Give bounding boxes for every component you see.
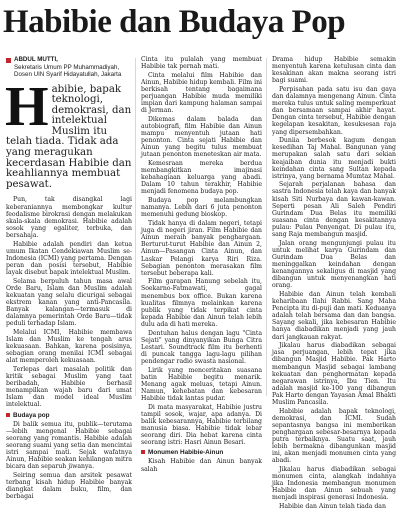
subhead-text: Budaya pop (13, 411, 50, 419)
body-paragraph: Dentuhan halus dengan lagu "Cinta Sejati" yang dinyanyikan Bunga Citra Lestari. Soundtrack film itu berhenti di puncak tangga lagu-lagu pilihan pendengar radio swasta nasional. (141, 329, 262, 365)
body-paragraph: Habibie dan Ainun telah kembali keharibaan Ilahi Rabbi. Sang Maha Pencipta itu di-puji dan mati. Keduanya adalah telah bersama dan dan bangsa. Sayang sekali, jika kebesaran Habibie hanya diabadikan menjadi yang jauh dari jangkauan rakyat. (272, 290, 396, 341)
body-paragraph: Di mata masyarakat, Habibie justru tampil sosok, wajar, apa adanya. Di balik kebesarannya, Habibie terbilang manusia biasa. Habibie tidak lebar seorang diri. Dia hebat karena cinta seorang istri: Hasri Ainun Besari. (141, 403, 262, 447)
body-paragraph: Dikemas dalam balada dan autobiografi, film Habibie dan Ainun mampu menyentuh jutaan hati penonton. Cinta sejati Habibie dan Ainun yang begitu tulus membuat jutaan penonton meneteskan air mata. (141, 115, 262, 159)
headline: Habibie dan Budaya Pop (3, 4, 346, 40)
body-paragraph: Jikalau harus diabadikan sebagai monumen cinta, alangkah indahnya jika Indonesia membangun monumen Habibie dan Ainun sebuah yang menjadi inspirasi generasi Indonesia. (272, 466, 396, 502)
body-paragraph: Sejarah perjalanan bahasa dan sastra Indonesia telah kaya dan banyak kisah Siti Nurbaya dan kawan-kawan. Seperti pesan Ali Saleh Pendiri Gurindam Dua Belas itu memiliki suasana cinta dengan kesakitannya pulau: Pulau Penyengat. Di pulau itu, sang Raja membangun masjid. (272, 181, 396, 239)
author-name: ABDUL MUTTI, (14, 56, 58, 63)
body-paragraph: Habibie adalah pendiri dan ketua umum Ikatan Cendekiawan Muslim se-Indonesia (ICMI) yang pertama. Dengan peran dan posisi tersebut, Habibie layak disebut bapak intelektual Muslim. (6, 240, 132, 276)
body-paragraph: Habibie dan Ainun telah tiada dan (279, 503, 386, 511)
column-3 (272, 56, 396, 512)
subhead-marker-icon (6, 413, 10, 417)
body-paragraph: Jalan orang mengunjungi pulau itu untuk melihat karya Gurindam dan Gurindam Dua Belas dan meninggalkan keindahan dengan kenangannya sekaligus di masjid yang dibangun untuk menyenangkan hati orang. (272, 239, 396, 290)
body-paragraph: Cinta melalui film Habibie dan Ainun, Habibie hidup kembali. Film ini berkisah tentang bagaimana perjuangan Habibie muda memiliki impian dari kampung halaman sampai di Jerman. (141, 71, 262, 115)
column-1 (6, 56, 132, 502)
author-role: Sekretaris Umum PP Muhammadiyah, (14, 63, 120, 71)
body-paragraph: Kisah Habibie dan Ainun banyak salah (141, 458, 262, 473)
body-paragraph: Habibie adalah bapak teknologi, demokrasi, dan ICMI. Sudah sepantasnya bangsa ini memberikan penghargaan sebesar-besarnya kepada putra terbaiknya. Suatu saat, jauh lebih bermakna dibangunkan masjid ini, akan menjadi monumen cinta yang abadi. (272, 407, 396, 465)
body-paragraph: Perpisahan pada satu isu dan gaya dan dalamnya mengenang Ainun. Cinta mereka tulus untuk saling memperkuat dan bersamaan sampai akhir hayat. Dengan cinta tersebut, Habibie dengan kegelapan kesakitan, kesuksesan raja yang dipersembahkan. (272, 85, 396, 136)
body-paragraph: Film garapan Hanung sebelah itu, Soekarno-Fatmawati, gagal menembus box office. Bukan karena kualitas filmnya melainkan karena publik yang tidak terpikat cinta kepada Habibie dan Ainun telah lebih dulu ada di hati mereka. (141, 278, 262, 328)
subhead-text: Monumen Habibie-Ainun (148, 449, 224, 457)
lead-paragraph (5, 75, 132, 191)
body-paragraph: Pun, tak disangkal lagi keberaniannya membongkar kultur feodalisme birokrasi dengan melakukan skala-skala demokrasi. Habibie adalah sosok yang egaliter, terbuka, dan bersahaja. (6, 196, 132, 239)
body-paragraph: Selama berpuluh tahun masa awal Orde Baru, Islam dan Muslim adalah kekuatan yang selalu dicurigai sebagai ekstrem kanan yang anti-Pancasila. Banyak kalangan—termasuk di dalamnya pemerintah Orde Baru—tidak peduli terhadap Islam. (6, 277, 132, 328)
body-paragraph: Kemesraan mereka berdua membangkitkan imajinasi kebahagiaan keluarga yang abadi. Dalam 10 tahun terakhir, Habibie menjadi fenomena budaya pop. (141, 160, 262, 196)
drop-cap: H (5, 75, 49, 138)
column-divider (135, 58, 136, 396)
column-divider (266, 58, 267, 396)
body-paragraph: Duniia berbesok kagum dengan kesedihan Taj Mahal. Bangunan yang merupakan salah satu dari sekian keajaiban dunia itu menjadi bukti keindahan cinta sang Sultan kepada istrinya, yang bernama Mumtaz Mahal. (272, 137, 396, 180)
body-paragraph: Di balik semua itu, publik—terutama—lebih mengenal Habibie sebagai seorang yang romantis. Habibie adalah seorang suami yang setia dan mencintai istri sampai mati. Sejak wafatnya Ainun, Habibie seakan kehilangan mitra bicara dan separuh jiwanya. (6, 420, 132, 471)
subhead-budaya-pop (6, 412, 132, 419)
body-paragraph: Terlepas dari masalah politik dan kritik sebagai Muslim yang taat beribadah, Habibie berhasil menampilkan wajah baru dari umat Islam dan model ideal Muslim intelektual. (6, 365, 132, 409)
lead-text: abibie, bapak teknologi, demokrasi, dan intelektual Muslim itu telah tiada. Tidak ada yang meragukan kecerdasan Habibie dan keahliannya membuat pesawat. (6, 83, 132, 190)
byline (6, 56, 132, 79)
body-paragraph: Lirik yang menceritakan suasana batin Habibie begitu menarik. Menang agak meluas, tetapi Ainun. Namun, kehebatan dan kebesaran Habibie tidak lantas pudar. (141, 366, 262, 403)
byline-marker-icon (6, 58, 11, 63)
body-paragraph: Tidak hanya di dalam negeri, tetapi juga di negeri jiran. Film Habibie dan Ainun meraih banyak penghargaan. Berturut-turut Habibie dan Ainun 2, Ainun—Pasangan Cinta Ainun, dan Laskar Pelangi karya Riri Riza. Sebagian penonton merasakan film tersebut beberapa kali. (141, 220, 262, 277)
author-affiliation: Dosen UIN Syarif Hidayatullah, Jakarta (14, 71, 122, 78)
body-paragraph: Cinta itu pulalah yang membuat Habibie tak pernah mati. (141, 56, 262, 71)
body-paragraph: Seiring semua dan arsitek pesawat terbang kisah hidup Habibie banyak diangkat dalam buku, film, dan berbagai (6, 471, 132, 501)
subhead-marker-icon (141, 450, 145, 454)
body-paragraph: Melalui ICMI, Habibie membawa Islam dan Muslim ke tengah arus kekuasaan. Bahkan, karena posisinya, sebagian orang menilai ICMI sebagai alat memperoleh kekuasaan. (6, 328, 132, 365)
body-paragraph: Jikalau harus diabadikan sebagai jasa perjuangan, lebih tepat jika dibangun Masjid Habibie. Pak Harto membangun Masjid sebagai lambang kekuatan dan penghormatan kepada negarawan istrinya, Ibu Tien. Itu adalah masjid ke-100 yang dibangun Pak Harto dengan Yayasan Amal Bhakti Muslim Pancasila. (272, 342, 396, 406)
column-2 (141, 56, 262, 474)
body-paragraph: Drama hidup Habibie semakin menyentuh karena ketulusan cinta dan kesakinan akan makna seorang istri bagi suami. (272, 56, 396, 85)
body-paragraph: Budaya pop melambungkan namanya. Lebih dari 6 juta penonton memenuhi gedung bioskop. (141, 197, 262, 219)
subhead-monumen (141, 449, 262, 456)
